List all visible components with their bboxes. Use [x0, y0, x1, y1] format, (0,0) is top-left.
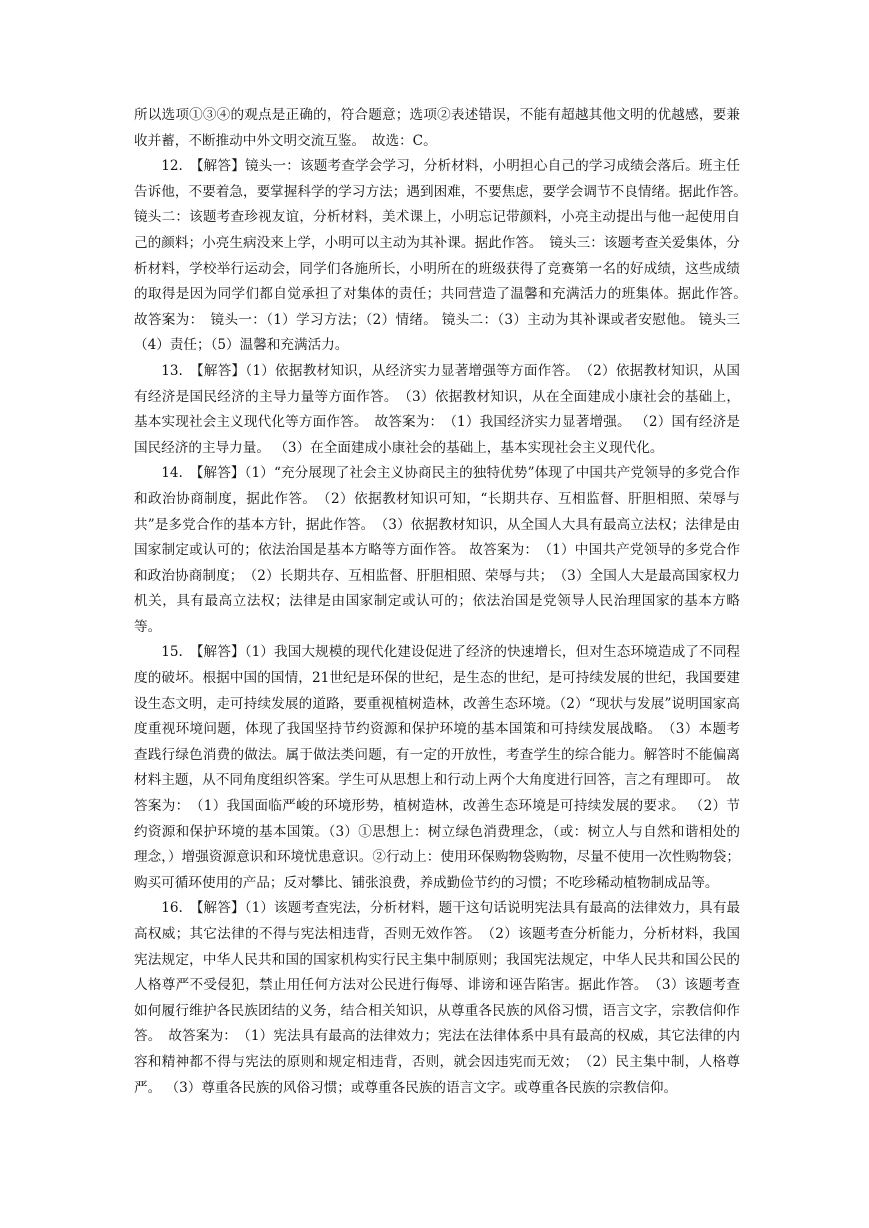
answer-paragraph-13: 13. 【解答】（1）依据教材知识，从经济实力显著增强等方面作答。 （2）依据教材知识，从国有经济是国民经济的主导力量等方面作答。 （3）依据教材知识，从在全面建成小康社会的基础上，基本实现社会主义现代化等方面作答。 故答案为： （1）我国经济实力显著增强。 （2）国有经济是国民经济的主导力量。 （3）在全面建成小康社会的基础上，基本实现社会主义现代化。 [134, 362, 740, 456]
answer-paragraph-15: 15. 【解答】（1）我国大规模的现代化建设促进了经济的快速增长，但对生态环境造成了不同程度的破坏。根据中国的国情，21世纪是环保的世纪，是生态的世纪，是可持续发展的世纪，我国要建设生态文明，走可持续发展的道路，要重视植树造林，改善生态环境。（2）“现状与发展”说明国家高度重视环境问题，体现了我国坚持节约资源和保护环境的基本国策和可持续发展战略。 （3）本题考查践行绿色消费的做法。属于做法类问题，有一定的开放性，考查学生的综合能力。解答时不能偏离材料主题，从不同角度组织答案。学生可从思想上和行动上两个大角度进行回答，言之有理即可。 故答案为： （1）我国面临严峻的环境形势，植树造林，改善生态环境是可持续发展的要求。 （2）节约资源和保护环境的基本国策。（3）①思想上：树立绿色消费理念，（或：树立人与自然和谐相处的理念，）增强资源意识和环境忧患意识。②行动上：使用环保购物袋购物，尽量不使用一次性购物袋；购买可循环使用的产品；反对攀比、铺张浪费，养成勤俭节约的习惯；不吃珍稀动植物制成品等。 [134, 644, 740, 891]
document-page [134, 103, 754, 1101]
answer-paragraph-continuation: 所以选项①③④的观点是正确的，符合题意；选项②表述错误，不能有超越其他文明的优越感，要兼收并蓄，不断推动中外文明交流互鉴。 故选：C。 [134, 107, 740, 149]
answer-paragraph-12: 12. 【解答】镜头一：该题考查学会学习，分析材料，小明担心自己的学习成绩会落后。班主任告诉他，不要着急，要掌握科学的学习方法；遇到困难，不要焦虑，要学会调节不良情绪。据此作答。 镜头二：该题考查珍视友谊，分析材料，美术课上，小明忘记带颜料，小亮主动提出与他一起使用自己的颜料；小亮生病没来上学，小明可以主动为其补课。据此作答。 镜头三：该题考查关爱集体，分析材料，学校举行运动会，同学们各施所长，小明所在的班级获得了竞赛第一名的好成绩，这些成绩的取得是因为同学们都自觉承担了对集体的责任；共同营造了温馨和充满活力的班集体。据此作答。 故答案为： 镜头一：（1）学习方法；（2）情绪。 镜头二：（3）主动为其补课或者安慰他。 镜头三（4）责任；（5）温馨和充满活力。 [134, 158, 754, 354]
answer-paragraph-16: 16. 【解答】（1）该题考查宪法，分析材料，题干这句话说明宪法具有最高的法律效力，具有最高权威；其它法律的不得与宪法相违背，否则无效作答。 （2）该题考查分析能力，分析材料，我国宪法规定，中华人民共和国的国家机构实行民主集中制原则；我国宪法规定，中华人民共和国公民的人格尊严不受侵犯，禁止用任何方法对公民进行侮辱、诽谤和诬告陷害。据此作答。 （3）该题考查如何履行维护各民族团结的义务，结合相关知识，从尊重各民族的风俗习惯，语言文字，宗教信仰作答。 故答案为： （1）宪法具有最高的法律效力；宪法在法律体系中具有最高的权威，其它法律的内容和精神都不得与宪法的原则和规定相违背，否则，就会因违宪而无效； （2）民主集中制，人格尊严。 （3）尊重各民族的风俗习惯；或尊重各民族的语言文字。或尊重各民族的宗教信仰。 [134, 900, 740, 1096]
answer-paragraph-14: 14. 【解答】（1）“充分展现了社会主义协商民主的独特优势”体现了中国共产党领导的多党合作和政治协商制度，据此作答。 （2）依据教材知识可知，“长期共存、互相监督、肝胆相照、荣辱与共”是多党合作的基本方针，据此作答。 （3）依据教材知识，从全国人大具有最高立法权；法律是由国家制定或认可的；依法治国是基本方略等方面作答。 故答案为： （1）中国共产党领导的多党合作和政治协商制度； （2）长期共存、互相监督、肝胆相照、荣辱与共； （3）全国人大是最高国家权力机关，具有最高立法权；法律是由国家制定或认可的；依法治国是党领导人民治理国家的基本方略等。 [134, 465, 740, 635]
